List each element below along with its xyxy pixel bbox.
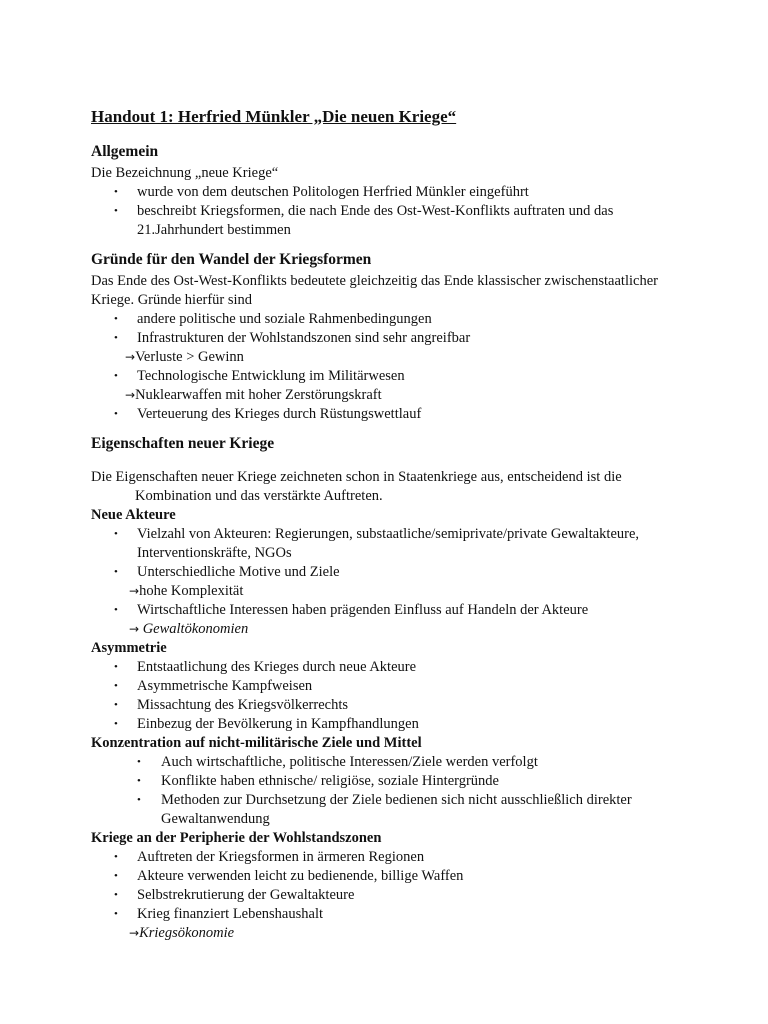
list-item: • Einbezug der Bevölkerung in Kampfhandlungen bbox=[114, 716, 419, 732]
bullet-icon: • bbox=[114, 313, 118, 325]
list-asymmetrie bbox=[91, 658, 691, 734]
bullet-icon: • bbox=[137, 775, 141, 787]
bullet-icon: • bbox=[114, 566, 118, 578]
arrow-right-icon: → bbox=[129, 622, 140, 636]
list-item: • Konflikte haben ethnische/ religiöse, soziale Hintergründe bbox=[137, 773, 499, 789]
list-item: • Vielzahl von Akteuren: Regierungen, substaatliche/semiprivate/private Gewaltakteure, Interventionskräfte, NGOs bbox=[114, 526, 640, 561]
list-gruende bbox=[91, 310, 691, 348]
list-peripherie bbox=[91, 848, 691, 924]
list-item: • Missachtung des Kriegsvölkerrechts bbox=[114, 697, 349, 713]
arrow-right-icon: → bbox=[125, 350, 136, 364]
arrow-right-icon: → bbox=[125, 388, 136, 402]
subheading-akteure: Neue Akteure bbox=[91, 507, 176, 523]
section-heading-eigenschaften: Eigenschaften neuer Kriege bbox=[91, 435, 275, 452]
bullet-icon: • bbox=[114, 851, 118, 863]
bullet-icon: • bbox=[114, 908, 118, 920]
list-item: • Entstaatlichung des Krieges durch neue Akteure bbox=[114, 659, 417, 675]
bullet-icon: • bbox=[114, 870, 118, 882]
arrow-note: →hohe Komplexität bbox=[129, 583, 244, 599]
list-item: • Auch wirtschaftliche, politische Interessen/Ziele werden verfolgt bbox=[137, 754, 538, 770]
bullet-icon: • bbox=[114, 661, 118, 673]
bullet-icon: • bbox=[137, 756, 141, 768]
arrow-note: → Gewaltökonomien bbox=[129, 621, 249, 637]
list-item: • Methoden zur Durchsetzung der Ziele bedienen sich nicht ausschließlich direkter Gewaltanwendung bbox=[137, 792, 632, 827]
list-item: • beschreibt Kriegsformen, die nach Ende des Ost-West-Konflikts auftraten und das 21.Jahrhundert bestimmen bbox=[114, 203, 614, 238]
arrow-right-icon: → bbox=[129, 584, 140, 598]
list-konzentration bbox=[91, 753, 691, 829]
section-heading-allgemein: Allgemein bbox=[91, 143, 159, 160]
bullet-icon: • bbox=[114, 699, 118, 711]
list-gruende-end bbox=[91, 405, 691, 424]
list-item: • Krieg finanziert Lebenshaushalt bbox=[114, 906, 324, 922]
subheading-peripherie: Kriege an der Peripherie der Wohlstandszonen bbox=[91, 830, 382, 846]
paragraph-allgemein-intro: Die Bezeichnung „neue Kriege“ bbox=[91, 165, 279, 181]
bullet-icon: • bbox=[114, 528, 118, 540]
list-item: • Wirtschaftliche Interessen haben prägenden Einfluss auf Handeln der Akteure bbox=[114, 602, 589, 618]
section-heading-gruende: Gründe für den Wandel der Kriegsformen bbox=[91, 251, 372, 268]
bullet-icon: • bbox=[114, 680, 118, 692]
subheading-konzentration: Konzentration auf nicht-militärische Ziele und Mittel bbox=[91, 735, 422, 751]
bullet-icon: • bbox=[137, 794, 141, 806]
bullet-icon: • bbox=[114, 718, 118, 730]
arrow-note: →Nuklearwaffen mit hoher Zerstörungskraft bbox=[125, 387, 382, 403]
bullet-icon: • bbox=[114, 370, 118, 382]
list-item: • Akteure verwenden leicht zu bedienende, billige Waffen bbox=[114, 868, 464, 884]
bullet-icon: • bbox=[114, 604, 118, 616]
document-page bbox=[91, 106, 691, 943]
list-item: • Auftreten der Kriegsformen in ärmeren Regionen bbox=[114, 849, 425, 865]
paragraph-eigenschaften-intro: Die Eigenschaften neuer Kriege zeichneten schon in Staatenkriege aus, entscheidend ist die Kombination und das verstärkte Auftreten. bbox=[91, 469, 622, 504]
list-allgemein bbox=[91, 183, 691, 240]
list-item: • Infrastrukturen der Wohlstandszonen sind sehr angreifbar bbox=[114, 330, 471, 346]
list-item: • Technologische Entwicklung im Militärwesen bbox=[114, 368, 405, 384]
bullet-icon: • bbox=[114, 332, 118, 344]
bullet-icon: • bbox=[114, 205, 118, 217]
bullet-icon: • bbox=[114, 408, 118, 420]
list-akteure-cont bbox=[91, 601, 691, 620]
bullet-icon: • bbox=[114, 889, 118, 901]
bullet-icon: • bbox=[114, 186, 118, 198]
subheading-asymmetrie: Asymmetrie bbox=[91, 640, 167, 656]
arrow-right-icon: → bbox=[129, 926, 140, 940]
document-title: Handout 1: Herfried Münkler „Die neuen Kriege“ bbox=[91, 107, 457, 126]
paragraph-gruende-intro: Das Ende des Ost-West-Konflikts bedeutete gleichzeitig das Ende klassischer zwischenstaatlicher Kriege. Gründe hierfür sind bbox=[91, 273, 658, 308]
list-item: • Verteuerung des Krieges durch Rüstungswettlauf bbox=[114, 406, 422, 422]
list-item: • andere politische und soziale Rahmenbedingungen bbox=[114, 311, 432, 327]
list-gruende-cont bbox=[91, 367, 691, 386]
list-item: • Unterschiedliche Motive und Ziele bbox=[114, 564, 340, 580]
list-item: • wurde von dem deutschen Politologen Herfried Münkler eingeführt bbox=[114, 184, 529, 200]
list-item: • Selbstrekrutierung der Gewaltakteure bbox=[114, 887, 355, 903]
list-item: • Asymmetrische Kampfweisen bbox=[114, 678, 313, 694]
list-akteure bbox=[91, 525, 691, 582]
arrow-note: →Kriegsökonomie bbox=[129, 925, 235, 941]
arrow-note: →Verluste > Gewinn bbox=[125, 349, 244, 365]
